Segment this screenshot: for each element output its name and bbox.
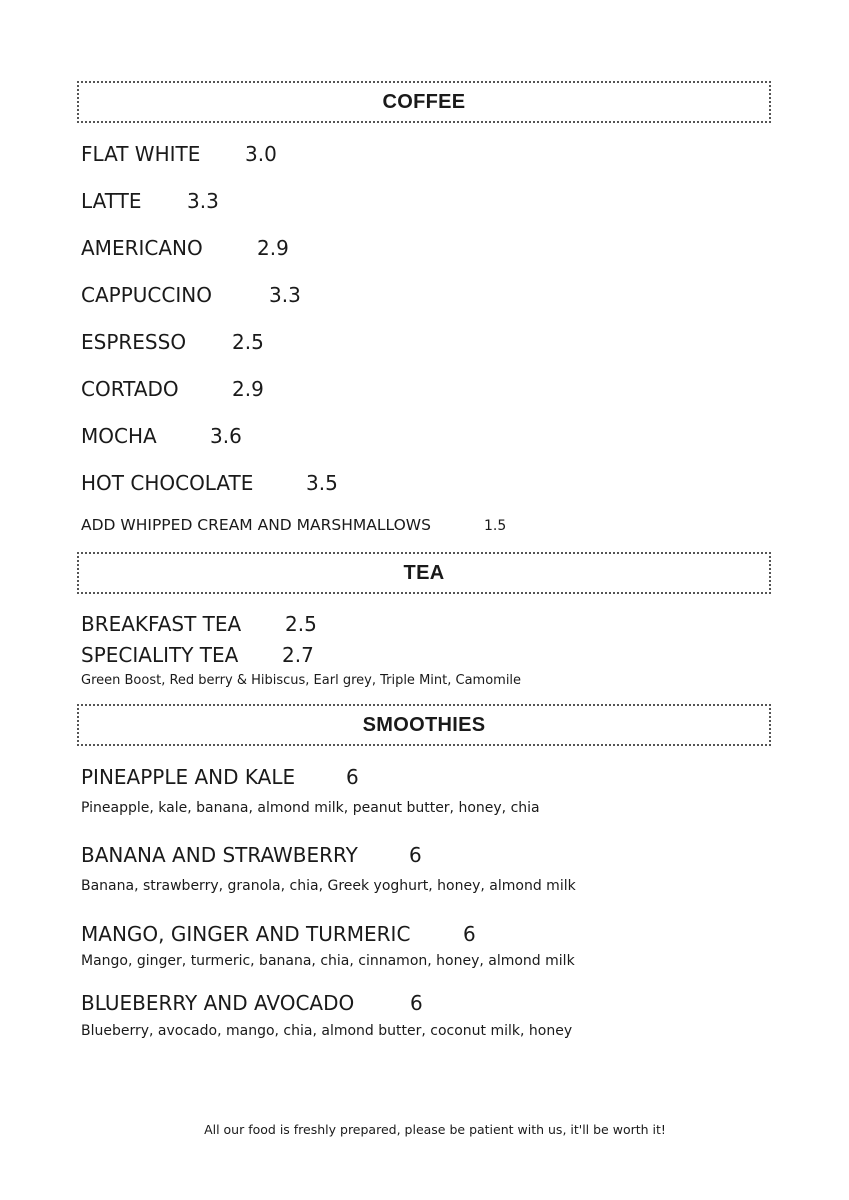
menu-item-banana-and-strawberry [81,843,422,867]
menu-item-pineapple-and-kale [81,765,359,789]
item-name: ESPRESSO [81,330,187,354]
item-name: MOCHA [81,424,157,448]
menu-item-mocha [81,424,242,448]
item-price: 2.5 [285,612,317,636]
menu-item-cappuccino [81,283,301,307]
item-name: PINEAPPLE AND KALE [81,765,296,789]
smoothies-section-header [77,704,771,746]
item-name: HOT CHOCOLATE [81,471,254,495]
item-price: 3.3 [187,189,219,213]
menu-item-mango-ginger-and-turmeric [81,922,476,946]
menu-item-cortado [81,377,264,401]
item-price: 6 [410,991,423,1015]
item-name: BLUEBERRY AND AVOCADO [81,991,355,1015]
item-name: FLAT WHITE [81,142,201,166]
menu-item-flat-white [81,142,277,166]
tea-section-header [77,552,771,594]
item-name: MANGO, GINGER AND TURMERIC [81,922,411,946]
menu-item-breakfast-tea [81,612,317,636]
coffee-section-title: COFFEE [382,90,466,113]
item-price: 2.7 [282,643,314,667]
coffee-section-header [77,81,771,123]
menu-addon-whipped-cream [81,516,507,534]
menu-item-americano [81,236,289,260]
item-price: 6 [409,843,422,867]
smoothie-description: Pineapple, kale, banana, almond milk, peanut butter, honey, chia [81,800,540,816]
item-name: CAPPUCCINO [81,283,212,307]
item-name: BREAKFAST TEA [81,612,242,636]
footer-note: All our food is freshly prepared, please be patient with us, it'll be worth it! [204,1122,666,1137]
menu-item-speciality-tea [81,643,314,667]
smoothie-description: Mango, ginger, turmeric, banana, chia, cinnamon, honey, almond milk [81,953,575,969]
item-name: CORTADO [81,377,179,401]
menu-item-latte [81,189,219,213]
item-price: 6 [463,922,476,946]
addon-price: 1.5 [484,518,507,534]
tea-section-title: TEA [403,561,445,584]
item-name: SPECIALITY TEA [81,643,239,667]
smoothie-description: Banana, strawberry, granola, chia, Greek yoghurt, honey, almond milk [81,878,576,894]
menu-item-espresso [81,330,264,354]
item-price: 3.5 [306,471,338,495]
menu-item-hot-chocolate [81,471,338,495]
smoothies-section-title: SMOOTHIES [362,713,486,736]
item-price: 2.9 [232,377,264,401]
smoothie-description: Blueberry, avocado, mango, chia, almond butter, coconut milk, honey [81,1023,573,1039]
item-price: 3.6 [210,424,242,448]
item-price: 3.0 [245,142,277,166]
item-price: 2.5 [232,330,264,354]
item-price: 6 [346,765,359,789]
item-name: AMERICANO [81,236,203,260]
tea-flavours-description: Green Boost, Red berry & Hibiscus, Earl grey, Triple Mint, Camomile [81,673,522,688]
menu-item-blueberry-and-avocado [81,991,423,1015]
item-name: LATTE [81,189,142,213]
item-price: 2.9 [257,236,289,260]
item-price: 3.3 [269,283,301,307]
addon-name: ADD WHIPPED CREAM AND MARSHMALLOWS [81,516,431,534]
item-name: BANANA AND STRAWBERRY [81,843,358,867]
